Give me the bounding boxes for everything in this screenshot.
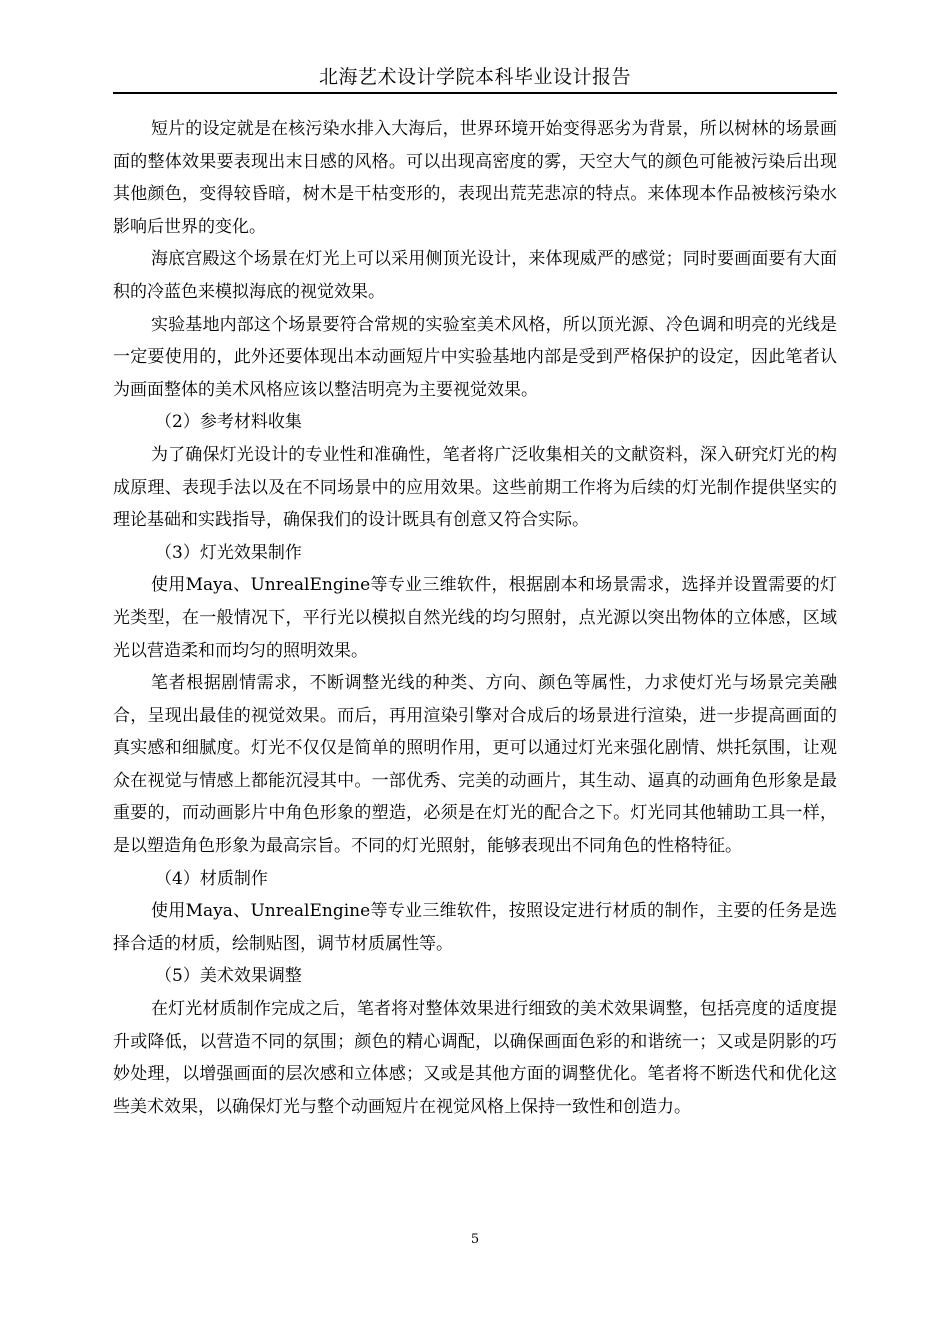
section-heading-reference-materials: （2）参考材料收集 (155, 412, 302, 433)
header-divider (113, 92, 837, 94)
paragraph-lighting-software: 使用Maya、UnrealEngine等专业三维软件，根据剧本和场景需求，选择并设置需要的灯光类型，在一般情况下，平行光以模拟自然光线的均匀照射，点光源以突出物体的立体感，区域光以营造柔和而均匀的照明效果。 (113, 575, 837, 661)
paragraph-lab-interior: 实验基地内部这个场景要符合常规的实验室美术风格，所以顶光源、冷色调和明亮的光线是一定要使用的，此外还要体现出本动画短片中实验基地内部是受到严格保护的设定，因此笔者认为画面整体的美术风格应该以整洁明亮为主要视觉效果。 (113, 314, 837, 400)
running-header: 北海艺术设计学院本科毕业设计报告 (318, 66, 631, 88)
paragraph-lighting-adjustment: 笔者根据剧情需求，不断调整光线的种类、方向、颜色等属性，力求使灯光与场景完美融合，呈现出最佳的视觉效果。而后，再用渲染引擎对合成后的场景进行渲染，进一步提高画面的真实感和细腻度。灯光不仅仅是简单的照明作用，更可以通过灯光来强化剧情、烘托氛围，让观众在视觉与情感上都能沉浸其中。一部优秀、完美的动画片，其生动、逼真的动画角色形象是最重要的，而动画影片中角色形象的塑造，必须是在灯光的配合之下。灯光同其他辅助工具一样，是以塑造角色形象为最高宗旨。不同的灯光照射，能够表现出不同角色的性格特征。 (113, 673, 837, 857)
page-number: 5 (470, 1232, 480, 1247)
section-heading-art-adjustment: （5）美术效果调整 (155, 966, 302, 987)
paragraph-forest-scene: 短片的设定就是在核污染水排入大海后，世界环境开始变得恶劣为背景，所以树林的场景画面的整体效果要表现出末日感的风格。可以出现高密度的雾，天空大气的颜色可能被污染后出现其他颜色，变得较昏暗，树木是干枯变形的，表现出荒芜悲凉的特点。来体现本作品被核污染水影响后世界的变化。 (113, 119, 837, 237)
paragraph-underwater-palace: 海底宫殿这个场景在灯光上可以采用侧顶光设计，来体现威严的感觉；同时要画面要有大面积的冷蓝色来模拟海底的视觉效果。 (113, 249, 837, 302)
section-heading-material-production: （4）材质制作 (155, 868, 268, 889)
paragraph-material-production: 使用Maya、UnrealEngine等专业三维软件，按照设定进行材质的制作，主要的任务是选择合适的材质，绘制贴图，调节材质属性等。 (113, 901, 837, 954)
paragraph-art-adjustment: 在灯光材质制作完成之后，笔者将对整体效果进行细致的美术效果调整，包括亮度的适度提升或降低，以营造不同的氛围；颜色的精心调配，以确保画面色彩的和谐统一；又或是阴影的巧妙处理，以增强画面的层次感和立体感；又或是其他方面的调整优化。笔者将不断迭代和优化这些美术效果，以确保灯光与整个动画短片在视觉风格上保持一致性和创造力。 (113, 999, 837, 1117)
section-heading-lighting-production: （3）灯光效果制作 (155, 542, 302, 563)
paragraph-reference-materials: 为了确保灯光设计的专业性和准确性，笔者将广泛收集相关的文献资料，深入研究灯光的构成原理、表现手法以及在不同场景中的应用效果。这些前期工作将为后续的灯光制作提供坚实的理论基础和实践指导，确保我们的设计既具有创意又符合实际。 (113, 444, 837, 531)
body-text (113, 113, 837, 1123)
